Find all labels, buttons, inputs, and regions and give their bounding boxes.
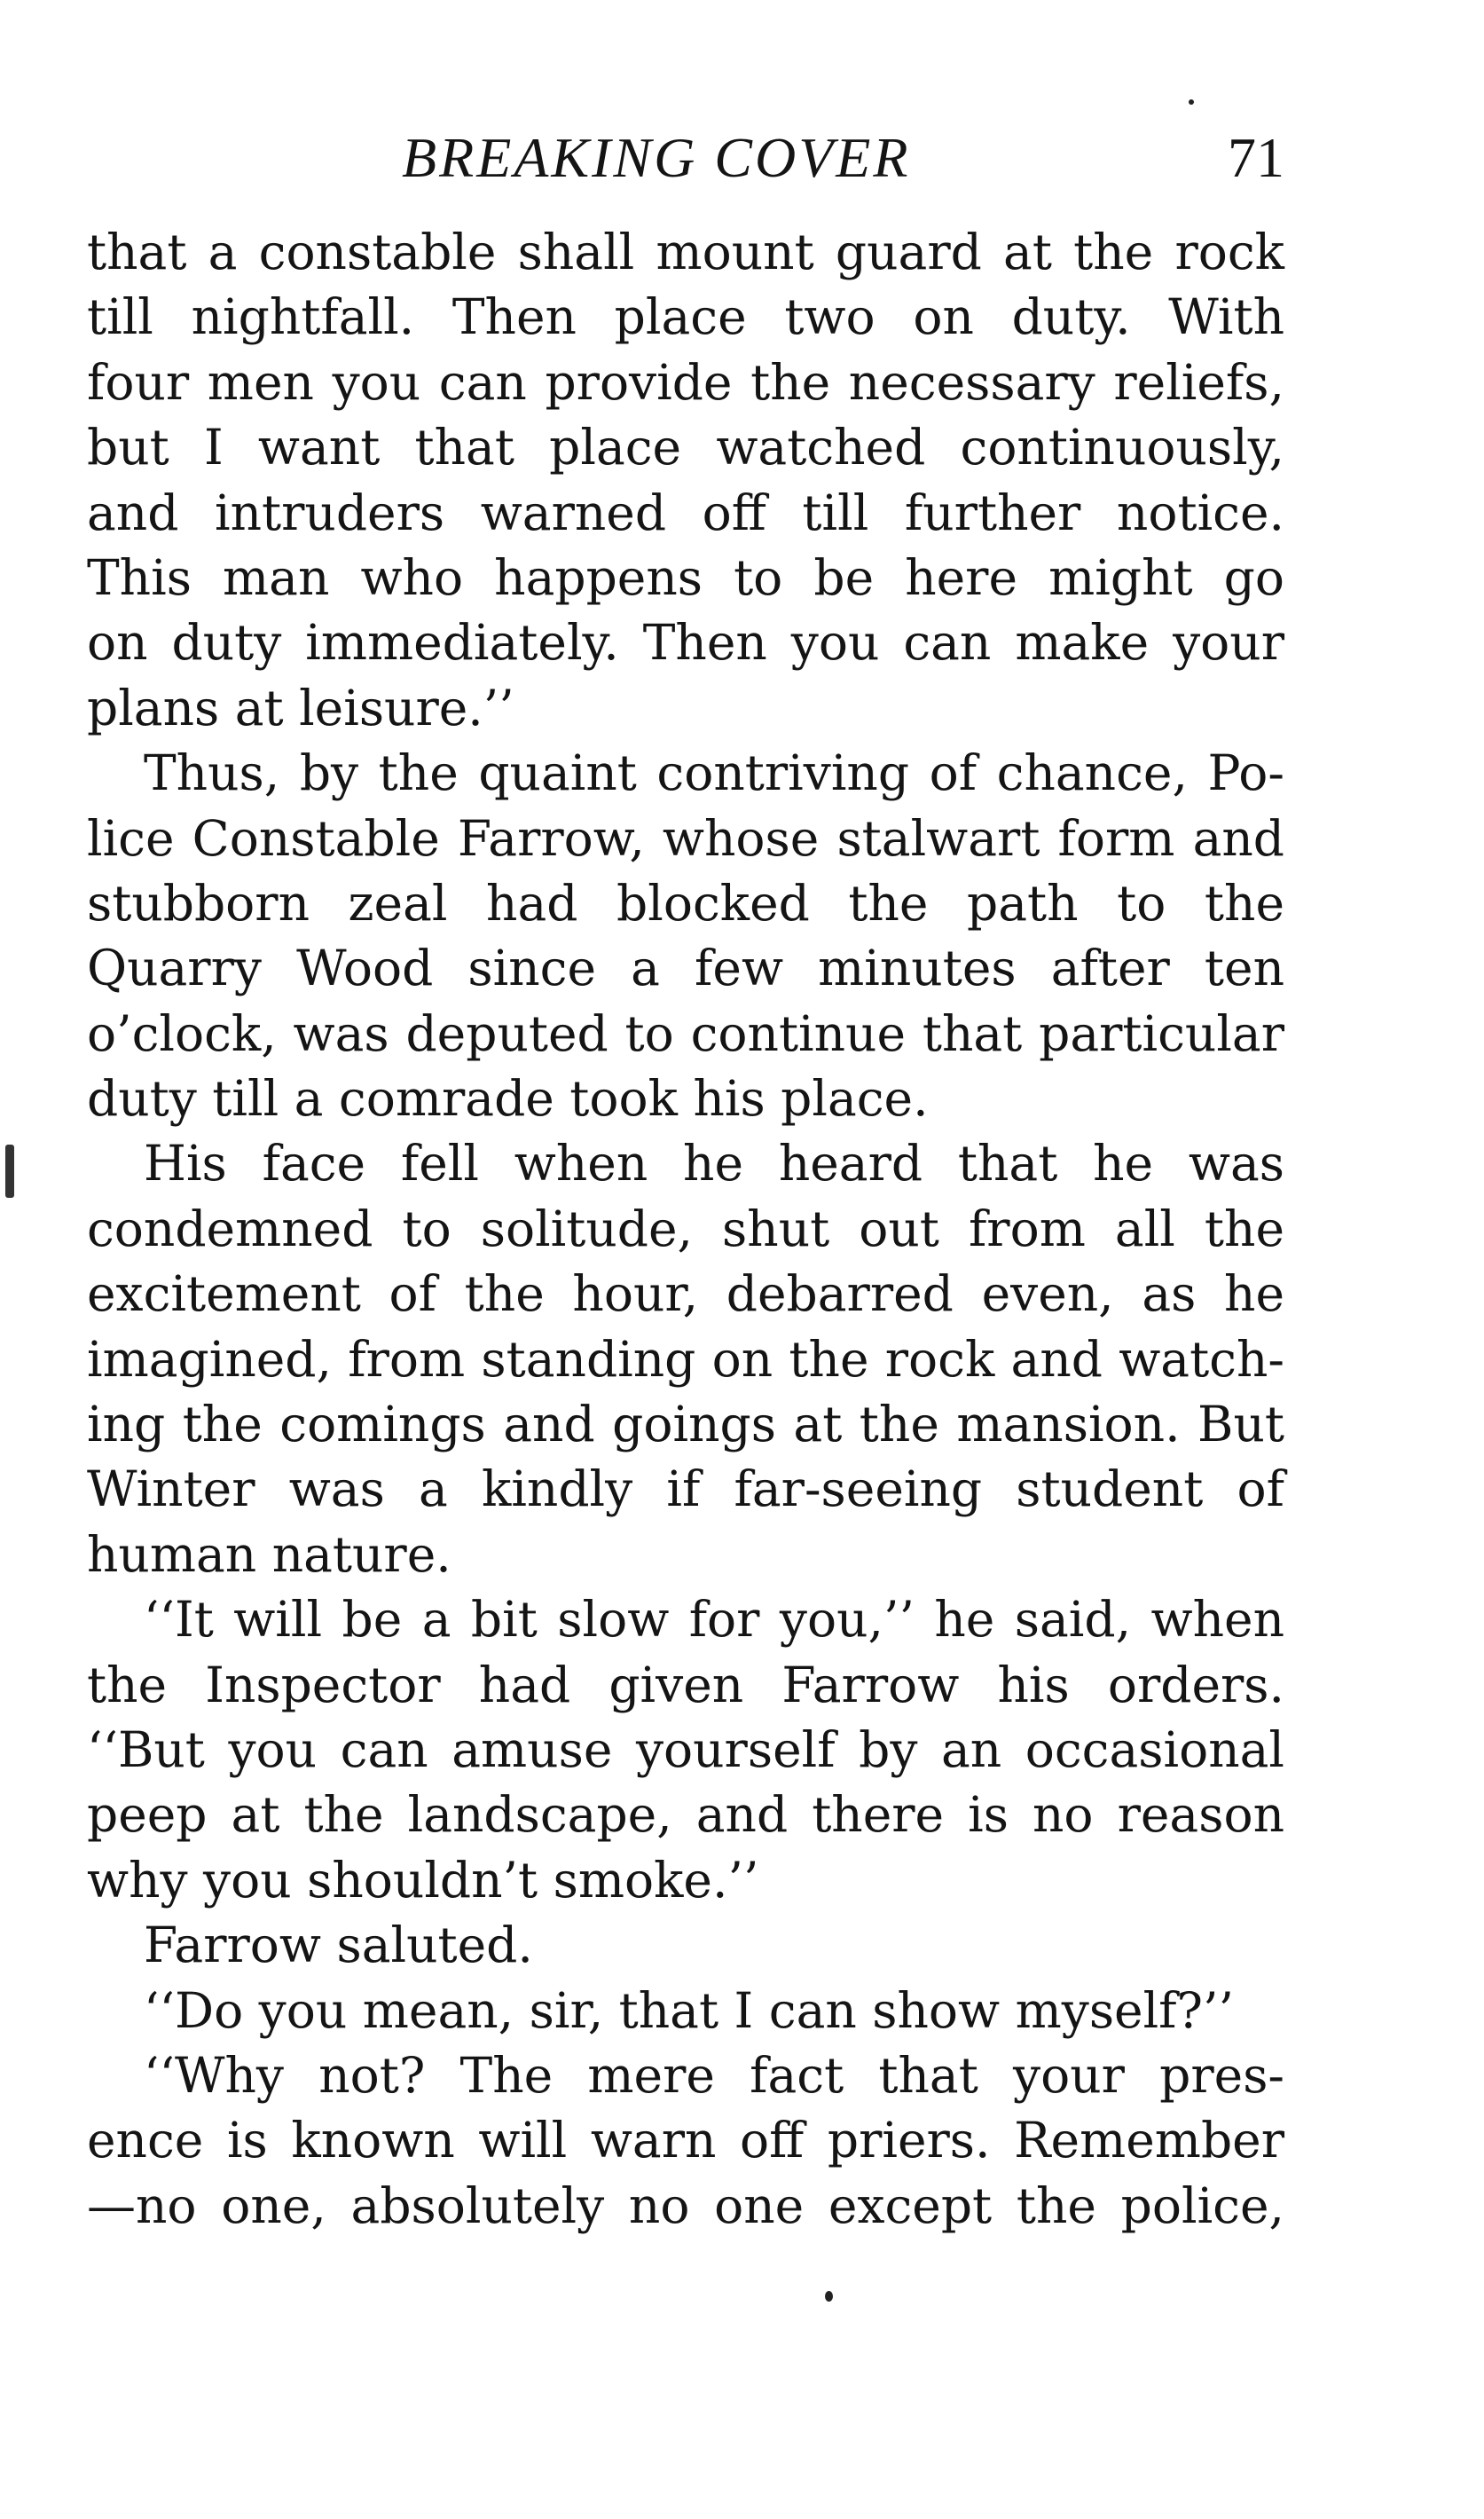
text-line: ‘‘Do you mean, sir, that I can show myself?’’ [144, 1981, 1234, 2039]
text-line: Thus, by the quaint contriving of chance, Po- [144, 744, 1284, 802]
text-line: and intruders warned off till further notice. [87, 484, 1284, 541]
text-line: imagined, from standing on the rock and watch- [87, 1330, 1284, 1388]
page-number: 71 [1228, 126, 1284, 189]
body-text [87, 220, 1284, 2239]
text-line: His face fell when he heard that he was [144, 1135, 1284, 1193]
text-line: why you shouldn’t smoke.’’ [87, 1851, 759, 1909]
text-line: human nature. [87, 1525, 451, 1583]
text-line: peep at the landscape, and there is no reason [87, 1786, 1284, 1844]
text-line: Winter was a kindly if far-seeing student of [87, 1460, 1284, 1518]
text-line: till nightfall. Then place two on duty. With [87, 288, 1284, 346]
text-line: on duty immediately. Then you can make your [87, 614, 1284, 672]
text-line: ‘‘But you can amuse yourself by an occasional [87, 1720, 1284, 1778]
text-line: Quarry Wood since a few minutes after ten [87, 940, 1284, 997]
scan-speck [825, 2291, 833, 2302]
text-line: excitement of the hour, debarred even, as he [87, 1265, 1284, 1323]
text-line: duty till a comrade took his place. [87, 1070, 929, 1128]
text-line: ‘‘It will be a bit slow for you,’’ he said, when [144, 1591, 1284, 1649]
text-line: that a constable shall mount guard at the rock [87, 224, 1284, 280]
text-line: ence is known will warn off priers. Remember [87, 2112, 1284, 2169]
text-line: ‘‘Why not? The mere fact that your pres- [144, 2046, 1284, 2104]
text-line: Farrow saluted. [144, 1917, 533, 1974]
scan-speck [1189, 99, 1194, 105]
running-head [87, 122, 1284, 193]
text-line: stubborn zeal had blocked the path to the [87, 874, 1284, 932]
text-line: the Inspector had given Farrow his orders. [87, 1656, 1284, 1713]
text-line: plans at leisure.’’ [87, 679, 514, 736]
text-line: ing the comings and goings at the mansion. But [87, 1396, 1284, 1453]
text-line: but I want that place watched continuously, [87, 419, 1284, 476]
text-line: —no one, absolutely no one except the police, [87, 2177, 1284, 2234]
text-line: o’clock, was deputed to continue that particular [87, 1004, 1284, 1062]
text-line: condemned to solitude, shut out from all the [87, 1200, 1284, 1257]
text-line: four men you can provide the necessary reliefs, [87, 353, 1284, 411]
text-line: This man who happens to be here might go [87, 548, 1284, 606]
text-line: lice Constable Farrow, whose stalwart form and [87, 809, 1284, 867]
running-title: BREAKING COVER [402, 126, 911, 189]
scan-edge-mark [5, 1145, 14, 1198]
